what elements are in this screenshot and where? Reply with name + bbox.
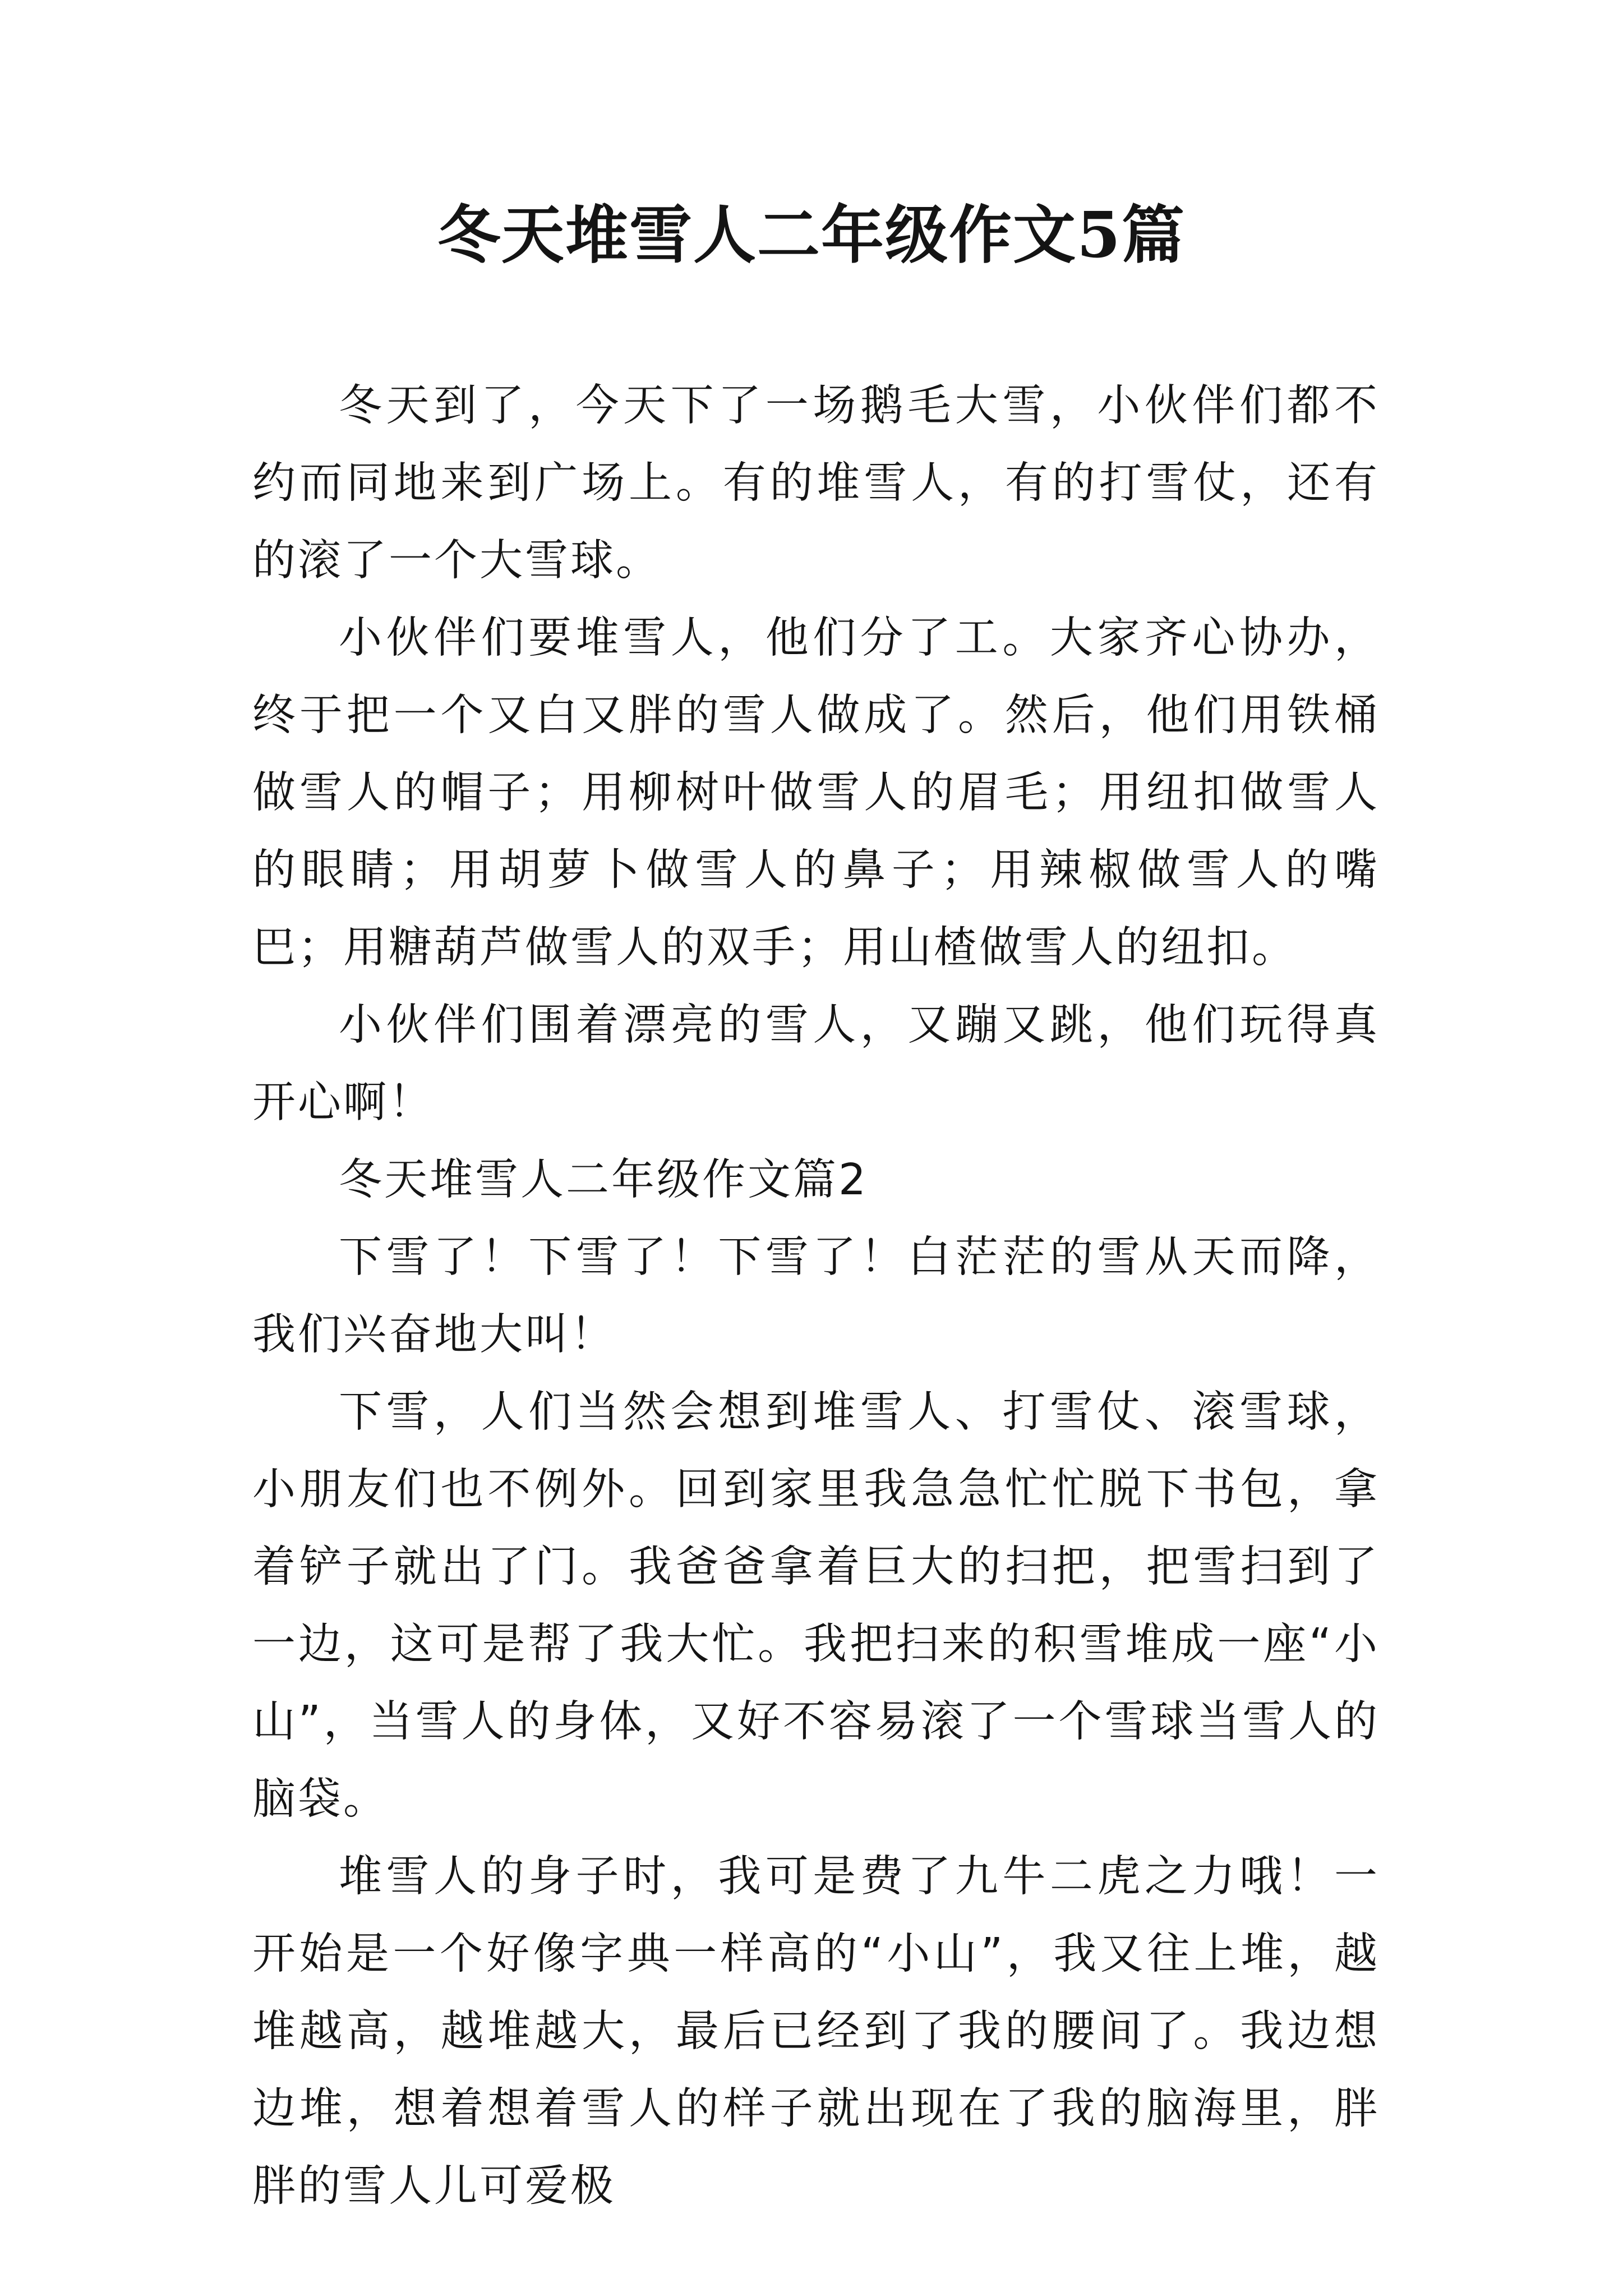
section-heading: 冬天堆雪人二年级作文篇2	[339, 1155, 868, 1205]
paragraph: 下雪了！下雪了！下雪了！白茫茫的雪从天而降，我们兴奋地大叫！	[252, 1232, 1380, 1360]
paragraph: 小伙伴们要堆雪人，他们分了工。大家齐心协办，终于把一个又白又胖的雪人做成了。然后，他们用铁桶做雪人的帽子；用柳树叶做雪人的眉毛；用纽扣做雪人的眼睛；用胡萝卜做雪人的鼻子；用辣椒做雪人的嘴巴；用糖葫芦做雪人的双手；用山楂做雪人的纽扣。	[252, 613, 1380, 973]
paragraph: 堆雪人的身子时，我可是费了九牛二虎之力哦！一开始是一个好像字典一样高的“小山”，我又往上堆，越堆越高，越堆越大，最后已经到了我的腰间了。我边想边堆，想着想着雪人的样子就出现在了我的脑海里，胖胖的雪人儿可爱极	[252, 1852, 1380, 2211]
paragraph: 小伙伴们围着漂亮的雪人，又蹦又跳，他们玩得真开心啊！	[252, 1000, 1380, 1128]
document-body	[252, 367, 1380, 2225]
paragraph: 下雪，人们当然会想到堆雪人、打雪仗、滚雪球，小朋友们也不例外。回到家里我急急忙忙脱下书包，拿着铲子就出了门。我爸爸拿着巨大的扫把，把雪扫到了一边，这可是帮了我大忙。我把扫来的积雪堆成一座“小山”，当雪人的身体，又好不容易滚了一个雪球当雪人的脑袋。	[252, 1387, 1380, 1824]
paragraph: 冬天到了，今天下了一场鹅毛大雪，小伙伴们都不约而同地来到广场上。有的堆雪人，有的打雪仗，还有的滚了一个大雪球。	[252, 381, 1380, 586]
page-title: 冬天堆雪人二年级作文5篇	[437, 199, 1186, 272]
